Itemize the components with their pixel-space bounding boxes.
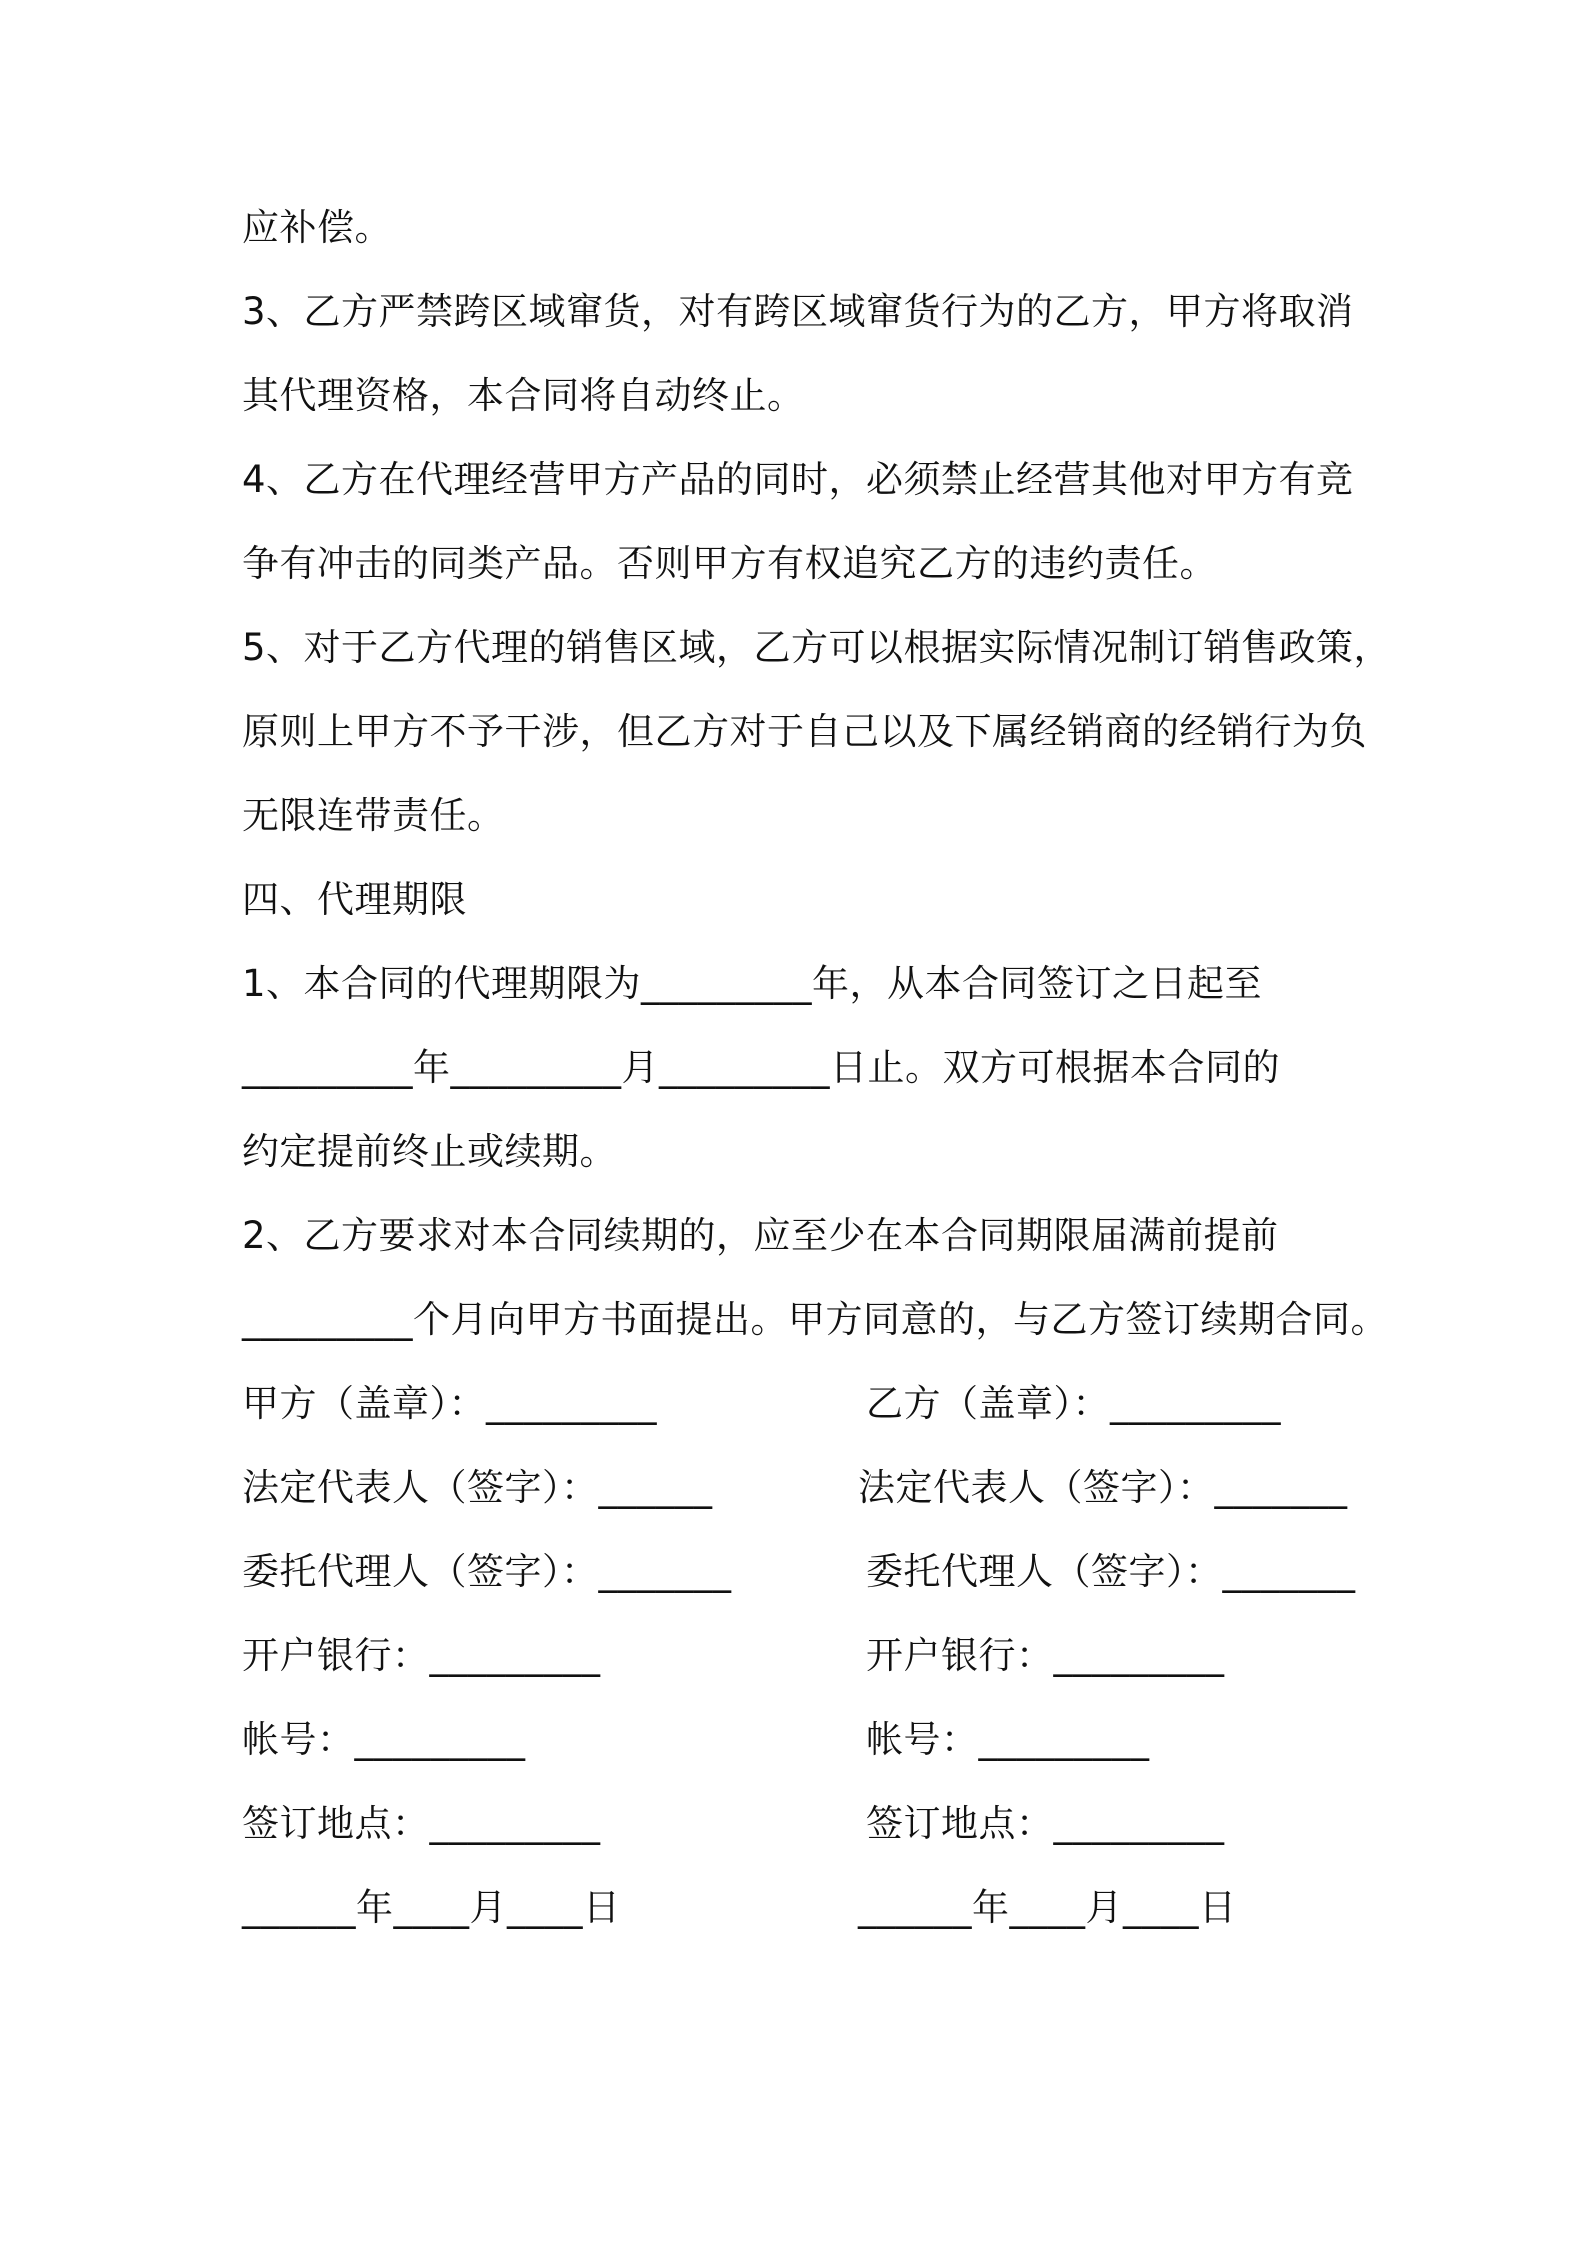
party-b-signing-place-field: 签订地点：_________: [866, 1802, 1225, 1845]
party-b-bank-field: 开户银行：_________: [866, 1634, 1225, 1677]
party-a-signing-place-field: 签订地点：_________: [242, 1802, 601, 1845]
party-a-legal-rep-field: 法定代表人（签字）：______: [242, 1466, 713, 1509]
section-heading-agency-term: 四、代理期限: [242, 878, 467, 921]
party-a-agent-field: 委托代理人（签字）：_______: [242, 1550, 732, 1593]
clause-3-line-1: 3、乙方严禁跨区域窜货，对有跨区域窜货行为的乙方，甲方将取消: [242, 290, 1354, 333]
clause-5-line-2: 原则上甲方不予干涉，但乙方对于自己以及下属经销商的经销行为负: [242, 710, 1367, 753]
party-a-bank-field: 开户银行：_________: [242, 1634, 601, 1677]
party-b-date-field: ______年____月____日: [858, 1886, 1237, 1929]
party-a-account-field: 帐号：_________: [242, 1718, 526, 1761]
clause-5-line-1: 5、对于乙方代理的销售区域，乙方可以根据实际情况制订销售政策，: [242, 626, 1392, 669]
clause-3-line-2: 其代理资格，本合同将自动终止。: [242, 374, 805, 417]
party-b-seal-field: 乙方（盖章）：_________: [866, 1382, 1281, 1425]
party-a-date-field: ______年____月____日: [242, 1886, 621, 1929]
text-line-1: 应补偿。: [242, 206, 392, 249]
term-clause-1-line-2: _________年_________月_________日止。双方可根据本合同的: [242, 1046, 1280, 1089]
party-b-legal-rep-field: 法定代表人（签字）：_______: [858, 1466, 1348, 1509]
clause-4-line-1: 4、乙方在代理经营甲方产品的同时，必须禁止经营其他对甲方有竞: [242, 458, 1354, 501]
clause-5-line-3: 无限连带责任。: [242, 794, 505, 837]
party-b-agent-field: 委托代理人（签字）：_______: [866, 1550, 1356, 1593]
party-b-account-field: 帐号：_________: [866, 1718, 1150, 1761]
term-clause-2-line-2: _________个月向甲方书面提出。甲方同意的，与乙方签订续期合同。: [242, 1298, 1388, 1341]
term-clause-2-line-1: 2、乙方要求对本合同续期的，应至少在本合同期限届满前提前: [242, 1214, 1279, 1257]
term-clause-1-line-1: 1、本合同的代理期限为_________年，从本合同签订之日起至: [242, 962, 1263, 1005]
term-clause-1-line-3: 约定提前终止或续期。: [242, 1130, 617, 1173]
clause-4-line-2: 争有冲击的同类产品。否则甲方有权追究乙方的违约责任。: [242, 542, 1217, 585]
party-a-seal-field: 甲方（盖章）：_________: [242, 1382, 657, 1425]
